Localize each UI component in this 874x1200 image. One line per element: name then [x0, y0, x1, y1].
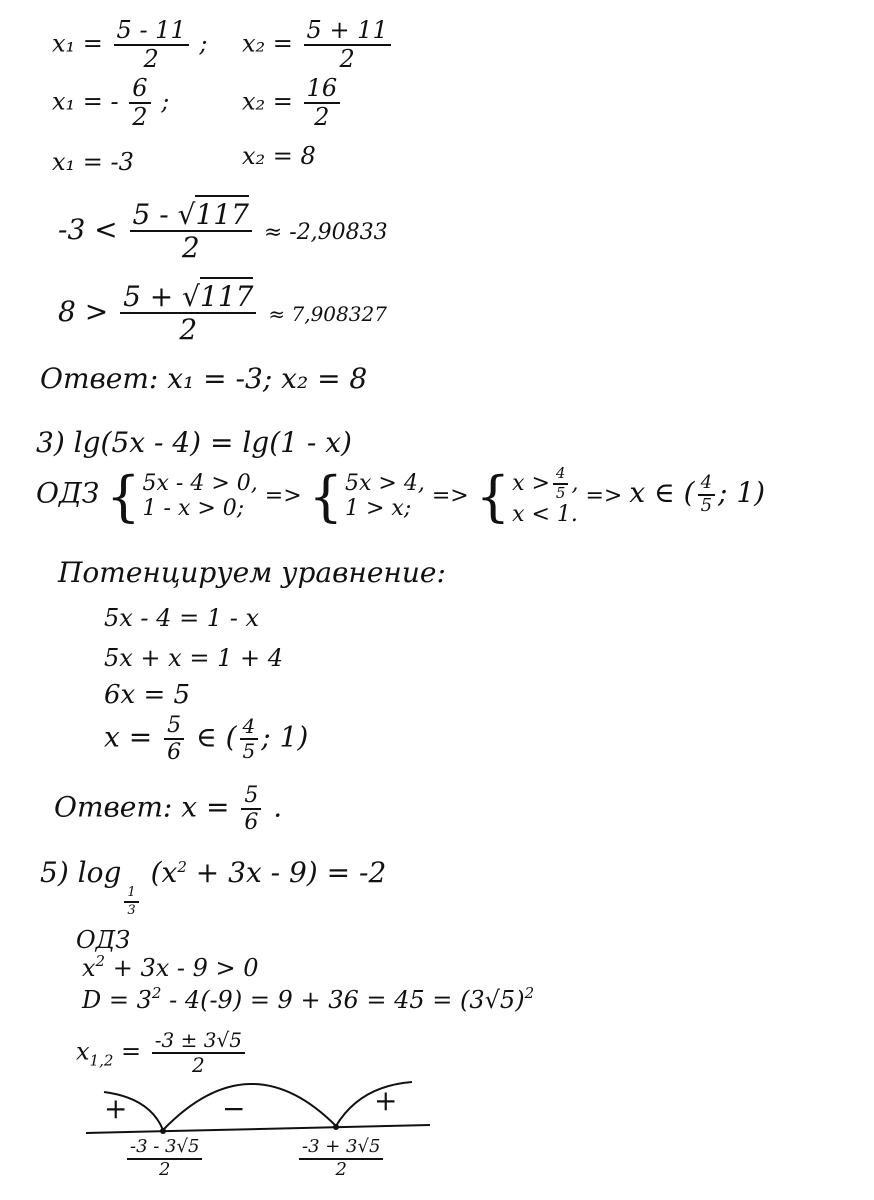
root-label-left: $\frac{-3 - 3√5}{2}$ [124, 1138, 205, 1180]
system-2: { 5x > 4, 1 > x; [308, 464, 425, 528]
answer-part3: Ответ: x = $\frac{5}{6}$ . [54, 783, 283, 836]
step-1: 5x - 4 = 1 - x [104, 604, 259, 632]
approximation: ≈ -2,90833 [263, 219, 388, 245]
x2-step2: x₂ = $\frac{16}{2}$ [242, 76, 343, 130]
system-1: { 5x - 4 > 0, 1 - x > 0; [106, 464, 258, 528]
step-2: 5x + x = 1 + 4 [104, 644, 283, 672]
step-3: 6x = 5 [104, 680, 191, 710]
fraction: $\frac{16}{2}$ [304, 76, 341, 130]
sign-arc-middle [163, 1084, 336, 1130]
answer-label: Ответ: [54, 790, 173, 824]
section-heading: Потенцируем уравнение: [58, 556, 446, 589]
equation: lg(5x - 4) = lg(1 - x) [73, 426, 352, 459]
answer-label: Ответ: [40, 362, 159, 395]
comparison-1: -3 < $\frac{5 - √117}{2}$ ≈ -2,90833 [58, 200, 388, 263]
approximation: ≈ 7,908327 [268, 301, 387, 326]
roots-formula: $x_{1,2}$ = $\frac{-3 \pm 3√5}{2}$ [76, 1030, 248, 1076]
root-label-right: $\frac{-3 + 3√5}{2}$ [296, 1138, 386, 1180]
comparison-2: 8 > $\frac{5 + √117}{2}$ ≈ 7,908327 [58, 282, 387, 345]
sign-plus-left: + [104, 1092, 128, 1125]
x1-step2: x₁ = - $\frac{6}{2}$ ; [52, 74, 170, 132]
x1-lhs: x₁ = [52, 29, 103, 58]
problem-number: 5) [40, 856, 69, 889]
fraction: $\frac{5 + √117}{2}$ [120, 282, 256, 345]
x2-lhs: x₂ = [242, 29, 293, 58]
x1-result: x₁ = -3 [52, 148, 134, 176]
log-base: $\frac{1}{3}$ [124, 886, 138, 917]
implies-arrow: => [585, 483, 623, 509]
result-part3: x = $\frac{5}{6}$ ∈ ( $\frac{4}{5}$ ; 1) [104, 713, 309, 766]
x2-result: x₂ = 8 [242, 142, 316, 170]
fraction: $\frac{5 + 11}{2}$ [304, 18, 391, 72]
system-3: { x > $\frac{4}{5}$ , x < 1. [475, 464, 579, 528]
odz-label: ОДЗ [36, 476, 100, 510]
domain: x ∈ ( $\frac{4}{5}$ ; 1) [629, 472, 766, 516]
fraction: $\frac{6}{2}$ [129, 76, 150, 130]
sign-minus: − [222, 1092, 246, 1125]
problem-5-equation: 5) log $\frac{1}{3}$ $(x^2 + 3x - 9) = -2$ [40, 856, 387, 918]
number-line [86, 1125, 430, 1133]
answer-text: x₁ = -3; x₂ = 8 [167, 362, 368, 395]
implies-arrow: => [431, 483, 469, 509]
root-point-left [160, 1128, 166, 1134]
problem-number: 3) [36, 426, 65, 459]
odz-label-part5: ОДЗ [76, 926, 131, 954]
separator: ; [199, 29, 208, 58]
fraction: $\frac{5 - √117}{2}$ [130, 200, 252, 263]
sign-plus-right: + [374, 1084, 398, 1117]
root-point-right [333, 1124, 339, 1130]
fraction: $\frac{5 - 11}{2}$ [114, 18, 189, 72]
implies-arrow: => [264, 483, 302, 509]
discriminant: $D = 3^2 - 4(-9) = 9 + 36 = 45 = (3√5)^2$ [82, 984, 535, 1014]
odz-inequality: $x^2 + 3x - 9 > 0$ [82, 952, 259, 982]
